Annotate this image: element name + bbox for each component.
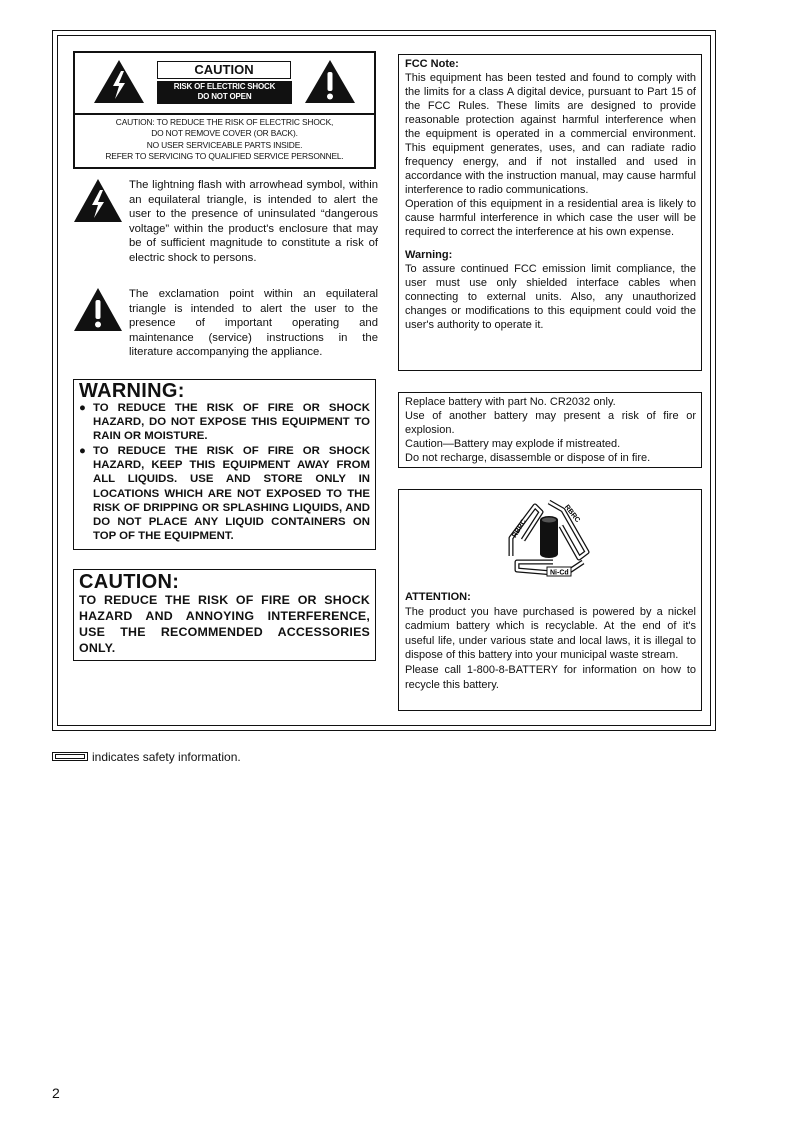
caution-label-header (75, 53, 374, 109)
warning-item-2 (79, 444, 370, 543)
lightning-text: The lightning flash with arrowhead symbol, within an equilateral triangle, is intended to alert the user to the presence of uninsulated “dangerous voltage” within the product's enclosure that may be of sufficient magnitude to constitute a risk of electric shock to persons. (129, 179, 378, 264)
legend-text: indicates safety information. (92, 750, 241, 764)
bullet-icon: ● (79, 402, 86, 414)
battery-line2: Use of another battery may present a risk of fire or explosion. (405, 410, 696, 436)
fcc-paragraph-1: This equipment has been tested and found to comply with the limits for a class A digital device, pursuant to Part 15 of the FCC Rules. These limits are designed to provide reasonable protection against harmful interference when the equipment is operated in a commercial environment. This equipment generates, uses, and can radiate radio frequency energy, and if not installed and used in accordance with the instruction manual, may cause harmful interference to radio communications. (405, 72, 696, 196)
page-number: 2 (52, 1085, 60, 1101)
lightning-triangle-icon (73, 178, 123, 223)
warning-box (73, 379, 376, 550)
fcc-warning-text: To assure continued FCC emission limit compliance, the user must use only shielded interface cables when connecting to external units. Also, any unauthorized changes or modifications to this equipment could void the user's authority to operate it. (405, 263, 696, 331)
attention-heading: ATTENTION: (405, 591, 471, 603)
caution-box-title: CAUTION: (79, 571, 180, 593)
caution-label-instructions (75, 113, 374, 167)
logo-text-left: RBRC (511, 518, 528, 540)
lightning-triangle-icon (93, 59, 145, 104)
caution-label (73, 51, 376, 169)
caution-bar-line1: RISK OF ELECTRIC SHOCK (173, 82, 276, 91)
warning-item-1 (79, 401, 370, 443)
fcc-paragraph-2: Operation of this equipment in a residential area is likely to cause harmful interference in which case the user will be required to correct the interference at his own expense. (405, 198, 696, 238)
battery-line3: Caution—Battery may explode if mistreated. (405, 438, 621, 450)
attention-section (405, 590, 696, 692)
warning-title: WARNING: (79, 380, 185, 402)
battery-line1: Replace battery with part No. CR2032 only. (405, 396, 616, 408)
caution-line4: REFER TO SERVICING TO QUALIFIED SERVICE PERSONNEL. (105, 150, 344, 161)
logo-text-right: RBRC (562, 503, 581, 525)
recycle-box (398, 489, 702, 711)
warning-item-2-text: TO REDUCE THE RISK OF FIRE OR SHOCK HAZARD, KEEP THIS EQUIPMENT AWAY FROM ALL LIQUIDS. USE AND STORE ONLY IN LOCATIONS WHICH ARE NOT EXPOSED TO THE RISK OF DRIPPING OR SPLASHING LIQUIDS, AND DO NOT PLACE ANY LIQUID CONTAINERS ON TOP OF THE EQUIPMENT. (93, 445, 370, 542)
battery-note-box (398, 392, 702, 468)
attention-paragraph-2: Please call 1-800-8-BATTERY for information on how to recycle this battery. (405, 663, 696, 691)
caution-line2: DO NOT REMOVE COVER (OR BACK). (151, 128, 298, 139)
exclamation-triangle-icon (73, 287, 123, 332)
caution-line3: NO USER SERVICEABLE PARTS INSIDE. (146, 139, 303, 150)
fcc-note-box (398, 54, 702, 371)
safety-frame-outer (52, 30, 716, 731)
exclamation-triangle-icon (304, 59, 356, 104)
caution-line1: CAUTION: TO REDUCE THE RISK OF ELECTRIC SHOCK, (115, 117, 334, 127)
caution-bar-line2: DO NOT OPEN (197, 92, 252, 101)
rbrc-recycle-logo-icon (503, 496, 595, 582)
fcc-heading: FCC Note: (405, 58, 459, 70)
attention-paragraph-1: The product you have purchased is powered by a nickel cadmium battery which is recyclable. At the end of it's useful life, under various state and local laws, it is illegal to dispose of this battery into your municipal waste stream. (405, 605, 696, 662)
caution-box (73, 569, 376, 661)
safety-frame-inner (57, 35, 711, 726)
caution-box-text: TO REDUCE THE RISK OF FIRE OR SHOCK HAZARD AND ANNOYING INTERFERENCE, USE THE RECOMMENDED ACCESSORIES ONLY. (79, 593, 370, 655)
caution-shock-bar (157, 81, 292, 104)
warning-item-1-text: TO REDUCE THE RISK OF FIRE OR SHOCK HAZARD, DO NOT EXPOSE THIS EQUIPMENT TO RAIN OR MOISTURE. (93, 402, 370, 443)
logo-text-bottom: Ni-Cd (550, 569, 569, 577)
caution-title: CAUTION (157, 61, 291, 79)
bullet-icon: ● (79, 445, 86, 458)
safety-legend (52, 750, 241, 764)
exclamation-text: The exclamation point within an equilateral triangle is intended to alert the user to the presence of important operating and maintenance (service) instructions in the literature accompanying the appliance. (129, 288, 378, 359)
fcc-warning-heading: Warning: (405, 249, 453, 261)
battery-line4: Do not recharge, disassemble or dispose of in fire. (405, 452, 651, 464)
safety-frame-icon (52, 752, 88, 761)
